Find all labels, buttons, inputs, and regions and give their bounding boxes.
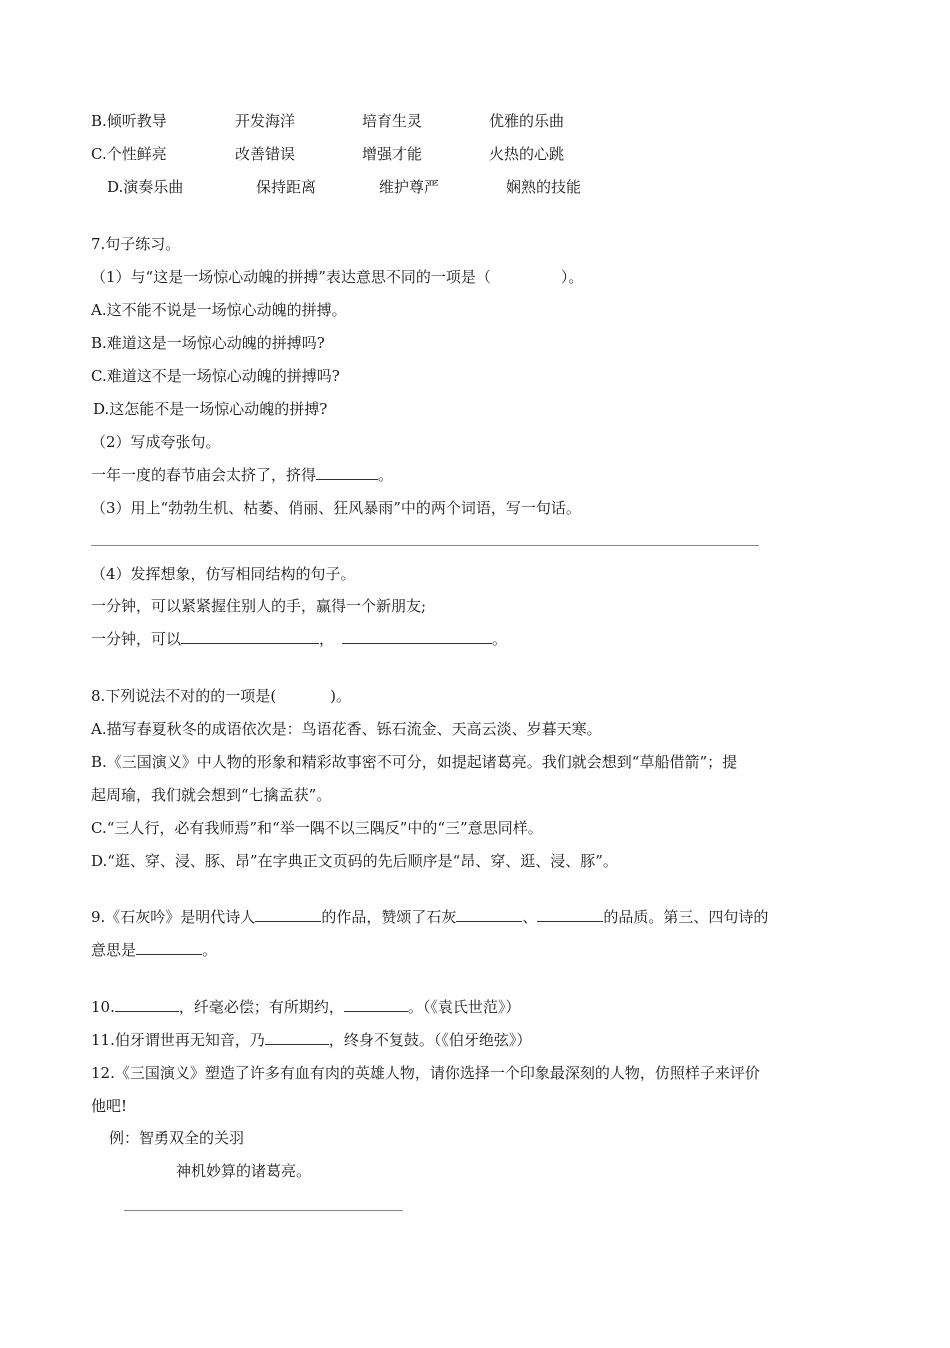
q12-example2: 神机妙算的诸葛亮。 (176, 1162, 312, 1180)
q11: 11.伯牙谓世再无知音，乃 ，终身不复鼓。（《伯牙绝弦》） (91, 1031, 532, 1049)
q12-line2: 他吧! (91, 1097, 128, 1115)
answer-blank[interactable] (136, 940, 202, 955)
q7-part4-sentence: 一分钟，可以 ， 。 (91, 630, 508, 648)
q10: 10. ，纤毫必偿；有所期约， 。（《袁氏世范》） (91, 998, 521, 1016)
answer-blank[interactable] (537, 907, 603, 922)
q8-option-b-line1: B.《三国演义》中人物的形象和精彩故事密不可分，如提起诸葛亮。我们就会想到“草船借箭”；提 (91, 753, 738, 771)
answer-line[interactable] (91, 545, 759, 546)
q7-title: 7.句子练习。 (91, 235, 181, 253)
q7-part1: （1）与“这是一场惊心动魄的拼搏”表达意思不同的一项是（ ）。 (91, 268, 584, 286)
q8-option-d: D.“逛、穿、浸、豚、昂”在字典正文页码的先后顺序是“昂、穿、逛、浸、豚”。 (91, 852, 618, 870)
q7-part3: （3）用上“勃勃生机、枯萎、俏丽、狂风暴雨”中的两个词语，写一句话。 (91, 499, 581, 517)
q7-part4-title: （4）发挥想象，仿写相同结构的句子。 (91, 565, 356, 583)
option-item: 优雅的乐曲 (489, 112, 565, 130)
q7-part2-title: （2）写成夸张句。 (91, 433, 221, 451)
option-item: 开发海洋 (235, 112, 296, 130)
q9-line1: 9.《石灰吟》是明代诗人 的作品，赞颂了石灰 、 的品质。第三、四句诗的 (91, 908, 769, 926)
answer-blank[interactable] (342, 629, 492, 644)
q7-option-a: A.这不能不说是一场惊心动魄的拼搏。 (91, 301, 347, 319)
option-item: 培育生灵 (362, 112, 423, 130)
q9-line2: 意思是 。 (91, 941, 218, 959)
q7-part2-sentence: 一年一度的春节庙会太挤了，挤得 。 (91, 466, 394, 484)
option-item: 增强才能 (362, 145, 423, 163)
q8-option-b-line2: 起周瑜，我们就会想到“七擒孟获”。 (91, 786, 332, 804)
option-item: 火热的心跳 (489, 145, 565, 163)
option-label: B.倾听教导 (91, 112, 167, 130)
option-item: 娴熟的技能 (506, 178, 582, 196)
answer-blank[interactable] (181, 629, 319, 644)
answer-blank[interactable] (316, 465, 378, 480)
answer-blank[interactable] (344, 997, 408, 1012)
answer-blank[interactable] (255, 907, 321, 922)
q12-example1: 例：智勇双全的关羽 (109, 1129, 245, 1147)
option-item: 维护尊严 (379, 178, 440, 196)
q7-option-c: C.难道这不是一场惊心动魄的拼搏吗? (91, 367, 340, 385)
q7-option-d: D.这怎能不是一场惊心动魄的拼搏? (93, 400, 328, 418)
answer-blank[interactable] (115, 997, 179, 1012)
option-item: 改善错误 (235, 145, 296, 163)
option-label: D.演奏乐曲 (107, 178, 184, 196)
option-label: C.个性鲜亮 (91, 145, 167, 163)
q8-title: 8.下列说法不对的的一项是( )。 (91, 687, 352, 705)
q8-option-c: C.“三人行，必有我师焉”和“举一隅不以三隅反”中的“三”意思同样。 (91, 819, 543, 837)
q7-part4-example: 一分钟，可以紧紧握住别人的手，赢得一个新朋友; (91, 597, 427, 615)
answer-line[interactable] (124, 1210, 403, 1211)
answer-blank[interactable] (456, 907, 522, 922)
q8-option-a: A.描写春夏秋冬的成语依次是：鸟语花香、铄石流金、天高云淡、岁暮天寒。 (91, 720, 602, 738)
q12-line1: 12.《三国演义》塑造了许多有血有肉的英雄人物，请你选择一个印象最深刻的人物，仿照样子来评价 (91, 1064, 760, 1082)
q7-option-b: B.难道这是一场惊心动魄的拼搏吗? (91, 334, 325, 352)
answer-blank[interactable] (265, 1030, 329, 1045)
option-item: 保持距离 (256, 178, 317, 196)
